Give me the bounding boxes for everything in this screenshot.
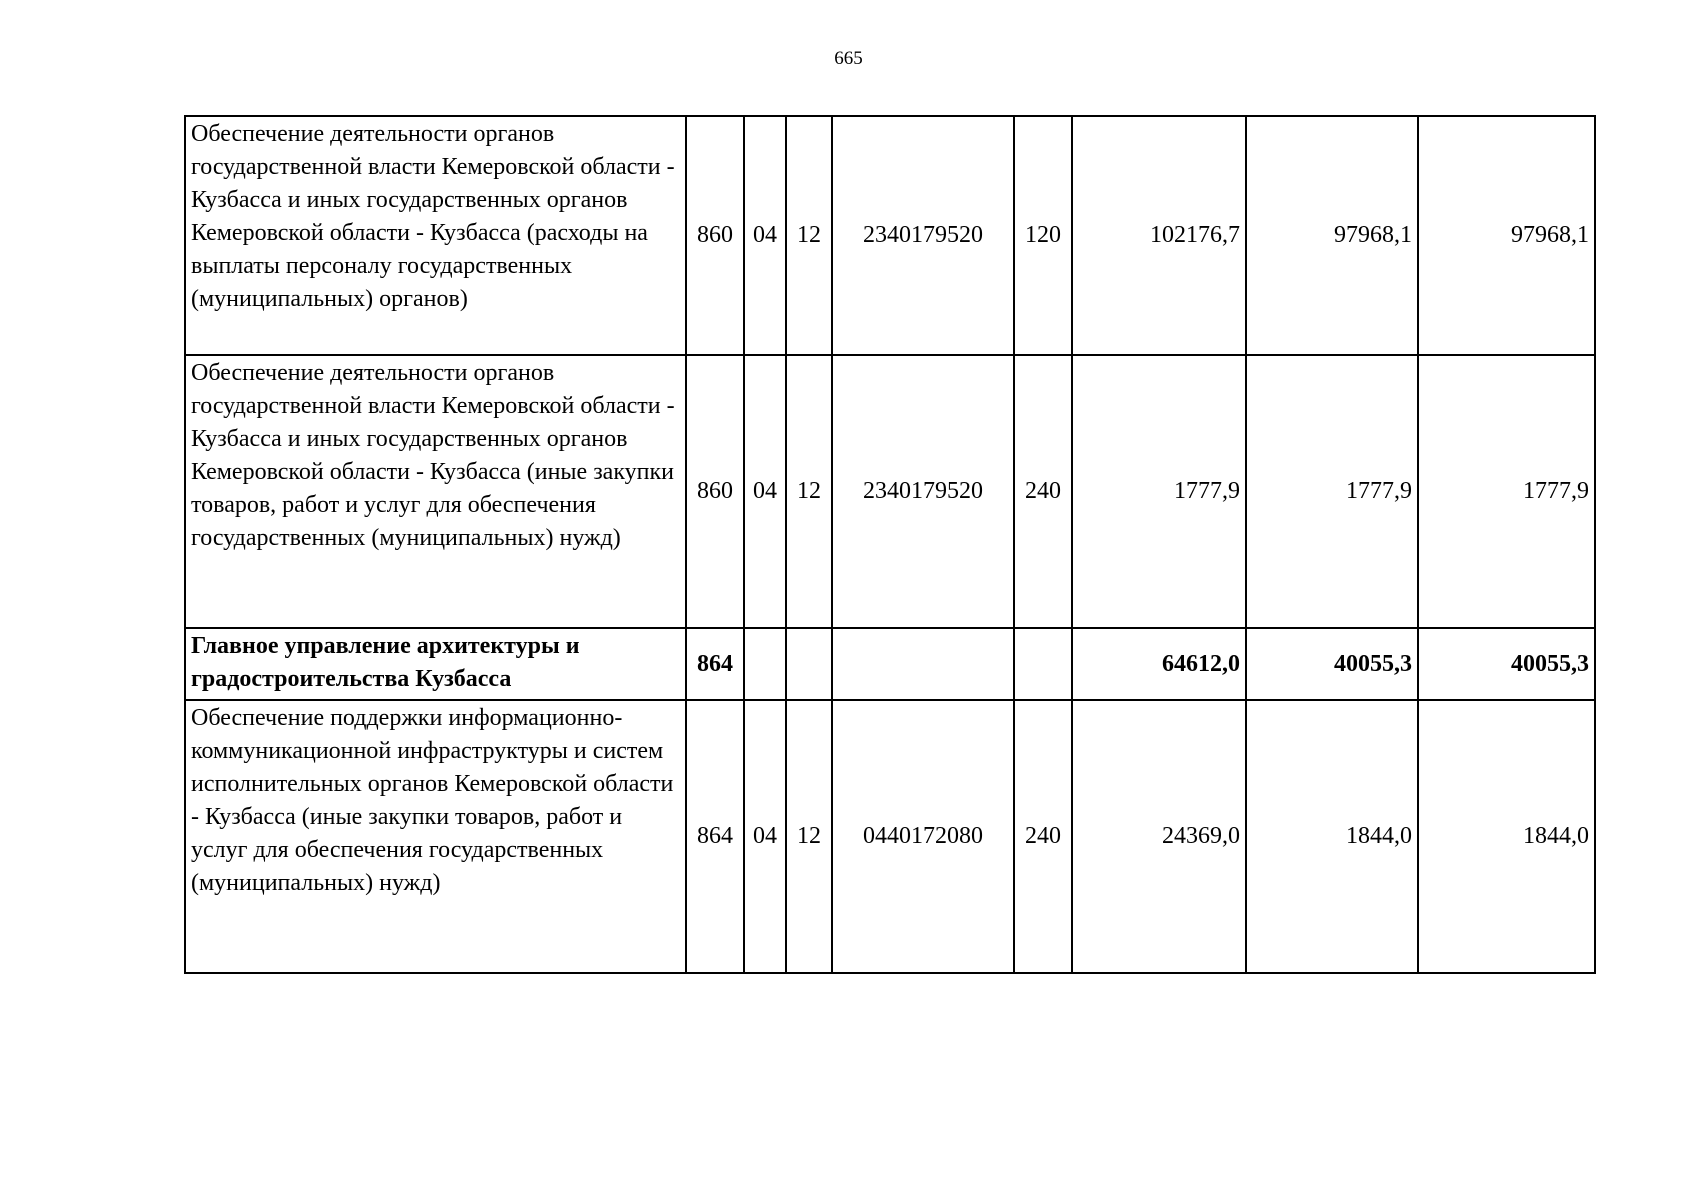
section-code-cell: 04 [744,355,786,628]
table-row [185,628,1595,700]
row-name-cell: Обеспечение деятельности органов государственной власти Кемеровской области - Кузбасса и иных государственных органов Кемеровской области - Кузбасса (иные закупки товаров, работ и услуг для обеспечения государственных (муниципальных) нужд) [185,355,686,628]
amount-1-cell: 64612,0 [1072,628,1246,700]
target-article-cell: 2340179520 [832,355,1014,628]
table-row [185,355,1595,628]
expense-type-cell [1014,628,1072,700]
subsection-code-cell: 12 [786,700,832,973]
amount-1-cell: 102176,7 [1072,116,1246,355]
row-name-cell: Обеспечение деятельности органов государственной власти Кемеровской области - Кузбасса и иных государственных органов Кемеровской области - Кузбасса (расходы на выплаты персоналу государственных (муниципальных) органов) [185,116,686,355]
expense-type-cell: 240 [1014,355,1072,628]
ministry-code-cell: 860 [686,116,744,355]
amount-3-cell: 40055,3 [1418,628,1595,700]
expense-type-cell: 240 [1014,700,1072,973]
page-number: 665 [834,48,863,69]
amount-1-cell: 24369,0 [1072,700,1246,973]
target-article-cell: 0440172080 [832,700,1014,973]
table-row [185,700,1595,973]
amount-2-cell: 40055,3 [1246,628,1418,700]
row-name-cell: Обеспечение поддержки информационно-коммуникационной инфраструктуры и систем исполнительных органов Кемеровской области - Кузбасса (иные закупки товаров, работ и услуг для обеспечения государственных (муниципальных) нужд) [185,700,686,973]
amount-2-cell: 1844,0 [1246,700,1418,973]
row-name-cell: Главное управление архитектуры и градостроительства Кузбасса [185,628,686,700]
subsection-code-cell [786,628,832,700]
expense-type-cell: 120 [1014,116,1072,355]
target-article-cell [832,628,1014,700]
ministry-code-cell: 860 [686,355,744,628]
section-code-cell: 04 [744,700,786,973]
section-code-cell [744,628,786,700]
ministry-code-cell: 864 [686,700,744,973]
section-code-cell: 04 [744,116,786,355]
amount-3-cell: 1844,0 [1418,700,1595,973]
subsection-code-cell: 12 [786,116,832,355]
subsection-code-cell: 12 [786,355,832,628]
amount-3-cell: 1777,9 [1418,355,1595,628]
amount-1-cell: 1777,9 [1072,355,1246,628]
amount-2-cell: 1777,9 [1246,355,1418,628]
target-article-cell: 2340179520 [832,116,1014,355]
budget-table [184,115,1596,974]
ministry-code-cell: 864 [686,628,744,700]
amount-2-cell: 97968,1 [1246,116,1418,355]
table-row [185,116,1595,355]
amount-3-cell: 97968,1 [1418,116,1595,355]
